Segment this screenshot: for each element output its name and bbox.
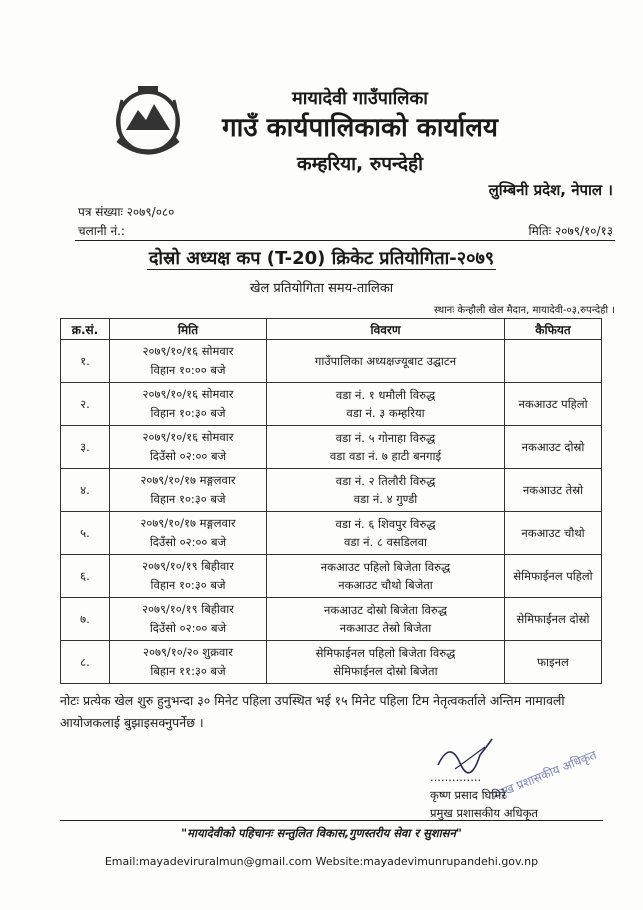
venue: स्थानः केन्हौली खेल मैदान, मायादेवी-०३,रुपन्देही । <box>434 305 615 316</box>
cell-sn: ४. <box>61 469 110 512</box>
cell-remark: नकआउट दोस्रो <box>505 426 602 469</box>
col-header-sn: क्र.सं. <box>61 319 110 340</box>
cell-description: वडा नं. २ तिलौरी विरुद्ध वडा नं. ४ गुण्डी <box>267 469 505 512</box>
table-header-row <box>61 319 602 340</box>
cell-date: २०७९/१०/१६ सोमवार विहान १०:३० बजे <box>110 383 267 426</box>
cell-sn: ७. <box>61 598 110 641</box>
cell-sn: ३. <box>61 426 110 469</box>
office-name-line1: मायादेवी गाउँपालिका <box>292 88 428 109</box>
nepal-emblem-icon <box>108 80 188 170</box>
signatory-name: कृष्ण प्रसाद घिमिरे <box>430 788 506 802</box>
cell-remark: नकआउट पहिलो <box>505 383 602 426</box>
province-name: लुम्बिनी प्रदेश, नेपाल । <box>488 181 613 199</box>
cell-remark: सेमिफाईनल दोस्रो <box>505 598 602 641</box>
cell-date: २०७९/१०/२० शुक्रवार बिहान ११:३० बजे <box>110 641 267 684</box>
office-address: कम्हरिया, रुपन्देही <box>296 153 423 175</box>
cell-date: २०७९/१०/१६ सोमवार विहान १०:०० बजे <box>110 340 267 383</box>
cell-sn: ५. <box>61 512 110 555</box>
cell-sn: ६. <box>61 555 110 598</box>
cell-description: नकआउट पहिलो बिजेता विरुद्ध नकआउट चौथो बिजेता <box>267 555 505 598</box>
letter-date: मितिः २०७९/१०/१३ <box>528 224 613 238</box>
signatory-title: प्रमुख प्रशासकीय अधिकृत <box>430 806 538 820</box>
table-row <box>61 340 602 383</box>
note-text: नोटः प्रत्येक खेल शुरु हुनुभन्दा ३० मिनेट पहिला उपस्थित भई १५ मिनेट पहिला टिम नेतृत्वकर्ताले अन्तिम नामावली आयोजकलाई बुझाइसक्नुपर्नेछ । <box>60 693 565 730</box>
document-title: दोस्रो अध्यक्ष कप (T-20) क्रिकेट प्रतियोगिता-२०७९ <box>148 248 495 269</box>
table-row <box>61 469 602 512</box>
cell-description: सेमिफाईनल पहिलो बिजेता विरुद्ध सेमिफाईनल दोस्रो बिजेता <box>267 641 505 684</box>
table-row <box>61 555 602 598</box>
col-header-remarks: कैफियत <box>505 319 602 340</box>
cell-description: नकआउट दोस्रो बिजेता विरुद्ध नकआउट तेस्रो बिजेता <box>267 598 505 641</box>
table-row <box>61 598 602 641</box>
cell-remark: नकआउट चौथो <box>505 512 602 555</box>
cell-sn: २. <box>61 383 110 426</box>
footer-contact: Email:mayadeviruralmun@gmail.com Website:mayadevimunrupandehi.gov.np <box>104 855 539 868</box>
table-row <box>61 641 602 684</box>
cell-sn: ८. <box>61 641 110 684</box>
cell-date: २०७९/१०/१९ बिहीवार दिउँसो ०२:०० बजे <box>110 598 267 641</box>
cell-date: २०७९/१०/१७ मङ्गलवार विहान १०:३० बजे <box>110 469 267 512</box>
cell-remark: नकआउट तेस्रो <box>505 469 602 512</box>
document-subtitle: खेल प्रतियोगिता समय-तालिका <box>249 281 394 296</box>
footer-divider <box>60 820 603 821</box>
col-header-date: मिति <box>110 319 267 340</box>
cell-description: गाउँपालिका अध्यक्षज्यूबाट उद्घाटन <box>267 340 505 383</box>
schedule-table <box>60 318 602 684</box>
cell-remark: सेमिफाईनल पहिलो <box>505 555 602 598</box>
official-stamp: प्रमुख प्रशासकीय अधिकृत <box>488 747 599 803</box>
letter-number: पत्र संख्याः २०७९/०८० <box>78 205 175 219</box>
cell-remark <box>505 340 602 383</box>
cell-date: २०७९/१०/१७ मङ्गलवार दिउँसो ०२:०० बजे <box>110 512 267 555</box>
dispatch-number: चलानी नं.: <box>78 224 125 238</box>
signature-dots: .............. <box>430 770 482 784</box>
cell-description: वडा नं. ५ गोनाहा विरुद्ध वडा वडा नं. ७ हाटी बनगाई <box>267 426 505 469</box>
office-name-line2: गाउँ कार्यपालिकाको कार्यालय <box>222 113 498 143</box>
header-divider <box>75 240 615 241</box>
cell-remark: फाइनल <box>505 641 602 684</box>
signatory-block <box>430 768 538 822</box>
cell-date: २०७९/१०/१६ सोमवार दिउँसो ०२:०० बजे <box>110 426 267 469</box>
table-row <box>61 512 602 555</box>
footer-motto: "मायादेवीको पहिचानः सन्तुलित विकास,गुणस्तरीय सेवा र सुशासन" <box>181 826 462 840</box>
table-row <box>61 383 602 426</box>
cell-sn: १. <box>61 340 110 383</box>
cell-description: वडा नं. ६ शिवपुर विरुद्ध वडा नं. ८ वसडिलवा <box>267 512 505 555</box>
col-header-description: विवरण <box>267 319 505 340</box>
cell-date: २०७९/१०/१९ बिहीवार विहान १०:३० बजे <box>110 555 267 598</box>
table-row <box>61 426 602 469</box>
cell-description: वडा नं. १ धमौली विरुद्ध वडा नं. ३ कम्हरिया <box>267 383 505 426</box>
